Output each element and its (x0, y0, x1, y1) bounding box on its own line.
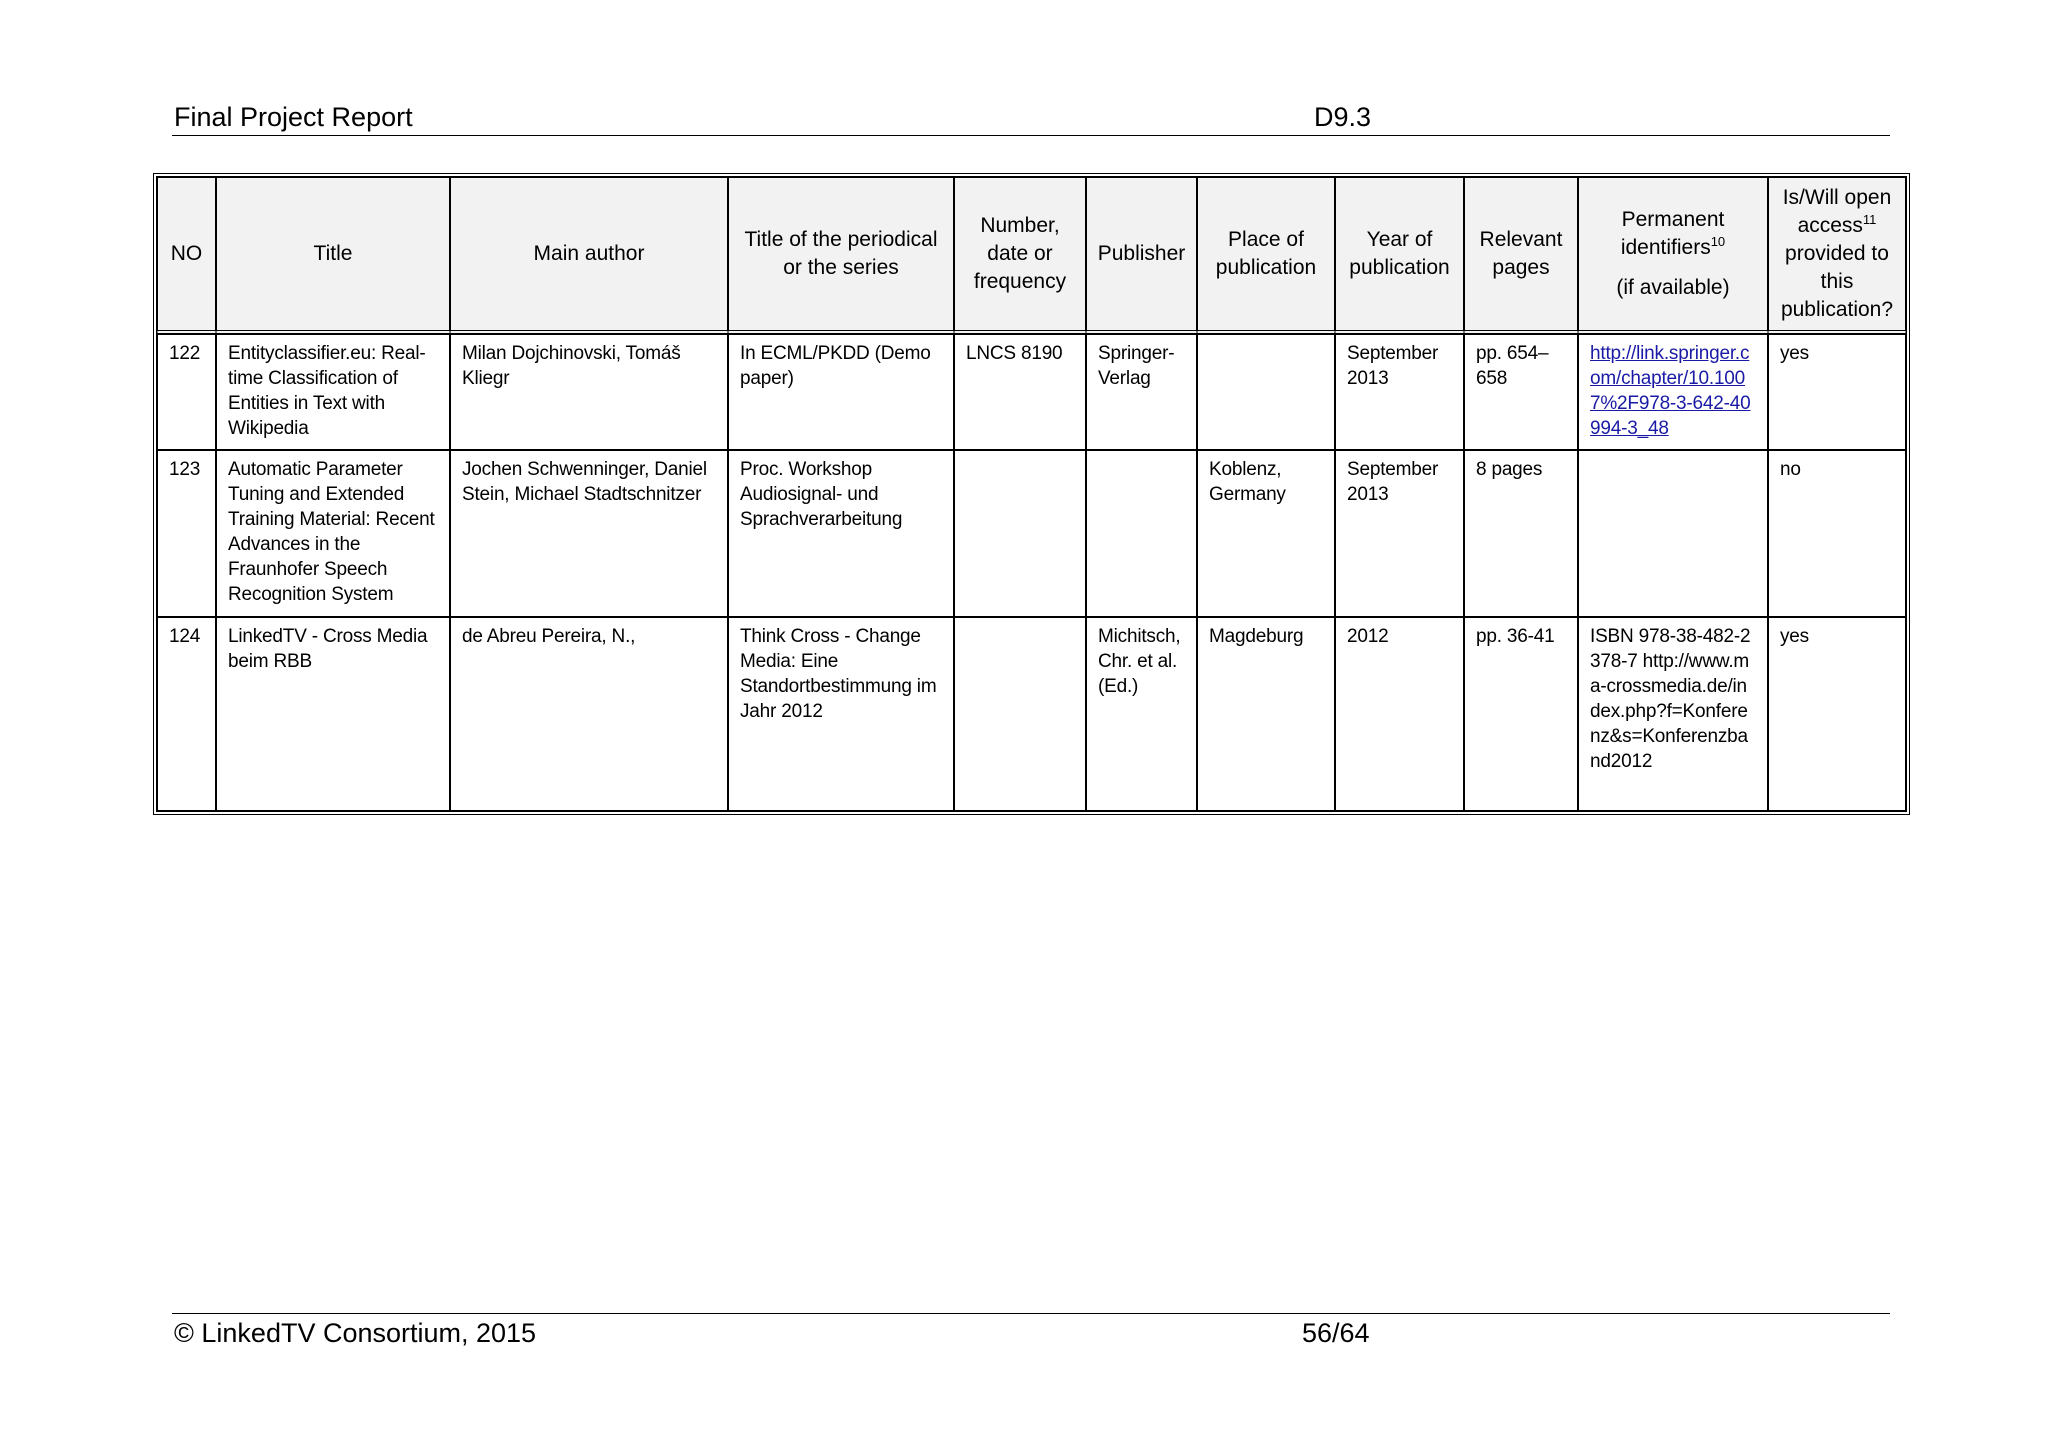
cell-publisher: Michitsch, Chr. et al. (Ed.) (1086, 617, 1197, 811)
cell-year: September 2013 (1335, 450, 1464, 617)
col-header-no: NO (157, 177, 216, 334)
document-id: D9.3 (1314, 102, 1372, 132)
col-header-title: Title (216, 177, 450, 334)
col-header-place: Place of publication (1197, 177, 1335, 334)
cell-place: Koblenz, Germany (1197, 450, 1335, 617)
page-number: 56/64 (1302, 1318, 1370, 1348)
cell-publisher: Springer-Verlag (1086, 334, 1197, 450)
cell-pages: 8 pages (1464, 450, 1578, 617)
cell-no: 123 (157, 450, 216, 617)
cell-periodical: Proc. Workshop Audiosignal- und Sprachverarbeitung (728, 450, 954, 617)
col-header-publisher: Publisher (1086, 177, 1197, 334)
cell-open-access: no (1768, 450, 1906, 617)
publications-table (153, 173, 1906, 815)
identifiers-label: Permanent identifiers (1620, 208, 1725, 259)
cell-identifier (1578, 334, 1768, 450)
springer-link[interactable]: http://link.springer.com/chapter/10.1007%2F978-3-642-40994-3_48 (1590, 343, 1751, 439)
cell-year: September 2013 (1335, 334, 1464, 450)
cell-publisher (1086, 450, 1197, 617)
col-header-number: Number, date or frequency (954, 177, 1086, 334)
cell-open-access: yes (1768, 617, 1906, 811)
cell-main-author: Milan Dojchinovski, Tomáš Kliegr (450, 334, 728, 450)
cell-no: 124 (157, 617, 216, 811)
cell-open-access: yes (1768, 334, 1906, 450)
cell-place (1197, 334, 1335, 450)
cell-number: LNCS 8190 (954, 334, 1086, 450)
table-row (157, 450, 1906, 617)
copyright-notice: © LinkedTV Consortium, 2015 (174, 1318, 537, 1348)
table-row (157, 334, 1906, 450)
cell-periodical: In ECML/PKDD (Demo paper) (728, 334, 954, 450)
cell-no: 122 (157, 334, 216, 450)
open-access-label: Is/Will open access (1782, 186, 1892, 237)
cell-identifier: ISBN 978-38-482-2378-7 http://www.ma-crossmedia.de/index.php?f=Konferenz&s=Konferenzband2012 (1578, 617, 1768, 811)
table-row (157, 617, 1906, 811)
footnote-ref-11: 11 (1862, 212, 1877, 227)
col-header-pages: Relevant pages (1464, 177, 1578, 334)
table-header-row (157, 177, 1906, 334)
cell-pages: pp. 654–658 (1464, 334, 1578, 450)
cell-pages: pp. 36-41 (1464, 617, 1578, 811)
cell-main-author: Jochen Schwenninger, Daniel Stein, Michael Stadtschnitzer (450, 450, 728, 617)
open-access-label-cont: provided to this publication? (1780, 242, 1894, 321)
cell-main-author: de Abreu Pereira, N., (450, 617, 728, 811)
page-header (172, 100, 1890, 136)
col-header-open-access (1768, 177, 1906, 334)
cell-year: 2012 (1335, 617, 1464, 811)
cell-title: Automatic Parameter Tuning and Extended Training Material: Recent Advances in the Fraunhofer Speech Recognition System (216, 450, 450, 617)
col-header-periodical: Title of the periodical or the series (728, 177, 954, 334)
cell-periodical: Think Cross - Change Media: Eine Standortbestimmung im Jahr 2012 (728, 617, 954, 811)
report-title: Final Project Report (174, 102, 413, 132)
footnote-ref-10: 10 (1710, 234, 1726, 249)
col-header-year: Year of publication (1335, 177, 1464, 334)
cell-number (954, 617, 1086, 811)
identifiers-note: (if available) (1616, 276, 1730, 299)
page-footer (172, 1313, 1890, 1348)
col-header-main-author: Main author (450, 177, 728, 334)
cell-title: Entityclassifier.eu: Real-time Classification of Entities in Text with Wikipedia (216, 334, 450, 450)
col-header-identifiers (1578, 177, 1768, 334)
cell-identifier (1578, 450, 1768, 617)
cell-title: LinkedTV - Cross Media beim RBB (216, 617, 450, 811)
cell-number (954, 450, 1086, 617)
cell-place: Magdeburg (1197, 617, 1335, 811)
